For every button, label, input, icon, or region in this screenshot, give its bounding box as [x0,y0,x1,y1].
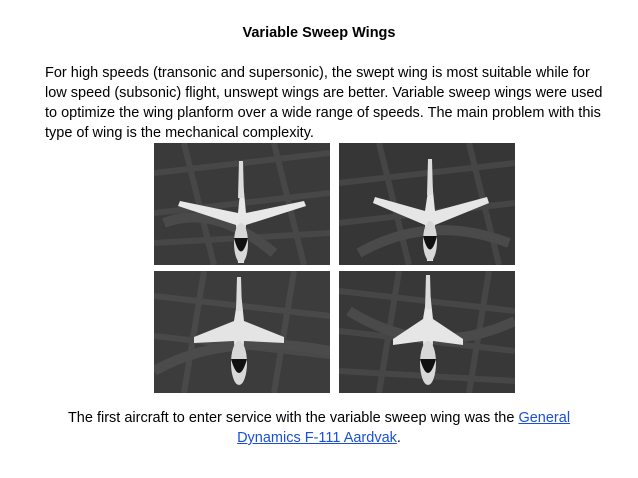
caption-text: The first aircraft to enter service with the variable sweep wing was the [67,410,519,426]
aircraft-photo-wings-mid-sweep [339,143,515,265]
caption [40,408,598,448]
caption-suffix: . [396,430,401,446]
aircraft-photo-wings-swept [154,271,330,393]
aircraft-photo-grid [154,143,516,393]
aircraft-photo-wings-fully-swept [339,271,515,393]
slide-title: Variable Sweep Wings [242,25,396,41]
aircraft-photo-wings-extended [154,143,330,265]
body-paragraph: For high speeds (transonic and supersonic), the swept wing is most suitable while for low speed (subsonic) flight, unswept wings are better. Variable sweep wings were used to optimize the wing planform over a wide range of speeds. The main problem with this type of wing is the mechanical complexity. [45,65,603,141]
aircraft-link[interactable]: General Dynamics F-111 Aardvak [237,410,571,446]
